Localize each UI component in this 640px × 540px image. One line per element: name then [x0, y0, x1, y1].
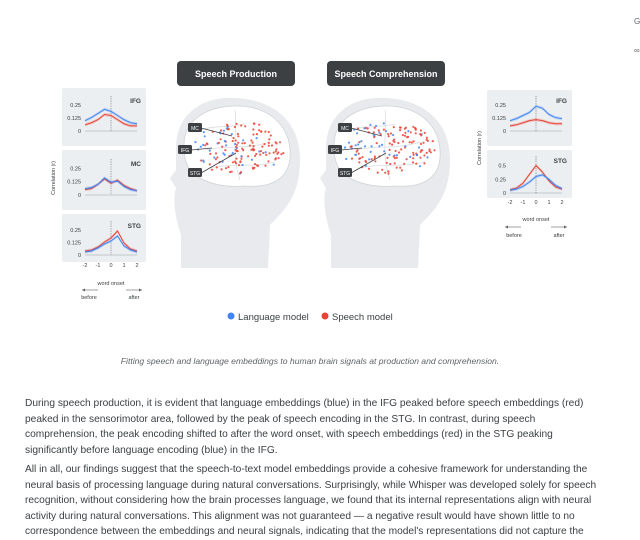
electrode-dot: [392, 134, 394, 136]
electrode-dot: [253, 123, 255, 125]
electrode-dot: [203, 161, 205, 163]
electrode-dot: [234, 126, 236, 128]
left-before-after-arrows: [81, 289, 142, 302]
electrode-dot: [378, 145, 380, 147]
electrode-dot: [400, 127, 402, 129]
electrode-dot: [240, 124, 242, 126]
electrode-dot: [415, 132, 417, 134]
electrode-dot: [215, 152, 217, 154]
left-xtick: 1: [122, 263, 126, 269]
electrode-dot: [383, 122, 385, 124]
right-before-label: before: [506, 233, 522, 239]
electrode-dot: [224, 140, 226, 142]
right-before-after-arrows: [505, 226, 567, 240]
electrode-dot: [241, 164, 243, 166]
mc-tag-comprehension: MC: [341, 126, 349, 132]
electrode-dot: [407, 136, 409, 138]
plot-title: STG: [553, 158, 567, 165]
electrode-dot: [387, 172, 389, 174]
electrode-dot: [215, 158, 217, 160]
electrode-dot: [398, 151, 400, 153]
electrode-dot: [422, 142, 424, 144]
stg-tag-comprehension: STG: [339, 171, 351, 177]
electrode-dot: [400, 148, 402, 150]
electrode-dot: [273, 152, 275, 154]
electrode-dot: [357, 143, 359, 145]
electrode-dot: [426, 137, 428, 139]
sidebar-fragment-link-icon[interactable]: ∞: [634, 46, 640, 55]
electrode-dot: [247, 155, 249, 157]
electrode-dot: [345, 158, 347, 160]
electrode-dot: [258, 124, 260, 126]
electrode-dot: [410, 131, 412, 133]
electrode-dot: [394, 162, 396, 164]
electrode-dot: [224, 149, 226, 151]
electrode-dot: [393, 126, 395, 128]
electrode-dot: [393, 139, 395, 141]
electrode-dot: [389, 142, 391, 144]
electrode-dot: [412, 126, 414, 128]
electrode-dot: [256, 164, 258, 166]
electrode-dot: [356, 151, 358, 153]
y-tick-label: 0.25: [70, 103, 81, 110]
production-stg-plot: [62, 214, 146, 262]
electrode-dot: [396, 157, 398, 159]
electrode-dot: [211, 169, 213, 171]
electrode-dot: [387, 133, 389, 135]
electrode-dot: [419, 165, 421, 167]
electrode-dot: [401, 169, 403, 171]
electrode-dot: [391, 144, 393, 146]
y-tick-label: 0.125: [492, 116, 506, 123]
electrode-dot: [238, 164, 240, 166]
electrode-dot: [377, 172, 379, 174]
electrode-dot: [235, 139, 237, 141]
right-xtick: -2: [507, 200, 513, 206]
plot-title: STG: [127, 223, 141, 230]
electrode-dot: [397, 142, 399, 144]
electrode-dot: [387, 170, 389, 172]
electrode-dot: [399, 129, 401, 131]
y-tick-label: 0.125: [67, 116, 81, 123]
electrode-dot: [237, 135, 239, 137]
electrode-dot: [364, 145, 366, 147]
electrode-dot: [220, 168, 222, 170]
electrode-dot: [373, 131, 375, 133]
electrode-dot: [258, 129, 260, 131]
left-before-label: before: [81, 295, 97, 301]
y-tick-label: 0.5: [498, 163, 506, 170]
electrode-dot: [426, 156, 428, 158]
electrode-dot: [360, 140, 362, 142]
left-xtick: -1: [95, 263, 101, 269]
electrode-dot: [381, 144, 383, 146]
electrode-dot: [244, 142, 246, 144]
electrode-dot: [276, 142, 278, 144]
right-xtick: 1: [547, 200, 551, 206]
electrode-dot: [252, 133, 254, 135]
electrode-dot: [209, 163, 211, 165]
electrode-dot: [271, 144, 273, 146]
ifg-tag-comprehension: IFG: [330, 148, 340, 154]
electrode-dot: [254, 155, 256, 157]
electrode-dot: [256, 137, 258, 139]
electrode-dot: [279, 141, 281, 143]
y-tick-label: 0: [77, 129, 81, 135]
electrode-dot: [268, 145, 270, 147]
electrode-dot: [220, 129, 222, 131]
right-after-label: after: [553, 233, 565, 239]
right-xtick: 2: [560, 200, 564, 206]
electrode-dot: [361, 156, 363, 158]
electrode-dot: [235, 146, 237, 148]
electrode-dot: [420, 151, 422, 153]
electrode-dot: [202, 144, 204, 146]
electrode-dot: [389, 163, 391, 165]
body-paragraph-1: During speech production, it is evident that language embeddings (blue) in the IFG peaked before speech embeddings (red) peaked in the sensorimotor area, followed by the peak of speech encoding in the STG. In contrast, during speech comprehension, the peak encoding shifted to after the word onset, with speech embeddings (red) in the STG peaking significantly before language encoding (blue) in the IFG.: [25, 398, 584, 456]
left-xtick: 2: [135, 263, 139, 269]
electrode-dot: [278, 157, 280, 159]
electrode-dot: [420, 129, 422, 131]
y-tick-label: 0.125: [67, 179, 81, 186]
electrode-dot: [413, 140, 415, 142]
speech-model-legend-dot: [322, 313, 329, 320]
electrode-dot: [232, 152, 234, 154]
electrode-dot: [365, 161, 367, 163]
electrode-dot: [264, 131, 266, 133]
electrode-dot: [235, 158, 237, 160]
electrode-dot: [242, 149, 244, 151]
electrode-dot: [225, 167, 227, 169]
electrode-dot: [262, 152, 264, 154]
electrode-dot: [273, 164, 275, 166]
electrode-dot: [203, 131, 205, 133]
electrode-dot: [433, 149, 435, 151]
electrode-dot: [351, 158, 353, 160]
electrode-dot: [265, 151, 267, 153]
electrode-dot: [241, 142, 243, 144]
electrode-dot: [403, 163, 405, 165]
mc-tag-production: MC: [191, 126, 199, 132]
plot-title: IFG: [130, 98, 141, 105]
y-tick-label: 0: [502, 191, 506, 197]
sidebar-fragment-letter[interactable]: G: [634, 17, 640, 26]
stg-tag-production: STG: [189, 171, 201, 177]
electrode-dot: [370, 151, 372, 153]
electrode-dot: [256, 133, 258, 135]
electrode-dot: [232, 137, 234, 139]
electrode-dot: [231, 133, 233, 135]
electrode-dot: [427, 140, 429, 142]
electrode-dot: [355, 144, 357, 146]
language-model-legend-label: Language model: [238, 312, 309, 323]
electrode-dot: [389, 149, 391, 151]
electrode-dot: [252, 148, 254, 150]
electrode-dot: [274, 158, 276, 160]
y-tick-label: 0: [502, 129, 506, 135]
electrode-dot: [264, 165, 266, 167]
legend: [228, 312, 393, 323]
electrode-dot: [254, 163, 256, 165]
electrode-dot: [200, 159, 202, 161]
electrode-dot: [413, 154, 415, 156]
electrode-dot: [206, 142, 208, 144]
electrode-dot: [388, 135, 390, 137]
speech-production-title: Speech Production: [194, 69, 278, 79]
electrode-dot: [252, 145, 254, 147]
electrode-dot: [412, 152, 414, 154]
electrode-dot: [356, 132, 358, 134]
electrode-dot: [255, 153, 257, 155]
electrode-dot: [251, 159, 253, 161]
electrode-dot: [380, 133, 382, 135]
electrode-dot: [252, 128, 254, 130]
left-xtick: -2: [82, 263, 88, 269]
y-tick-label: 0: [77, 253, 81, 259]
electrode-dot: [229, 171, 231, 173]
electrode-dot: [209, 150, 211, 152]
electrode-dot: [388, 154, 390, 156]
electrode-dot: [390, 132, 392, 134]
speech-production-pill: [177, 61, 295, 86]
electrode-dot: [409, 141, 411, 143]
electrode-dot: [239, 160, 241, 162]
electrode-dot: [260, 130, 262, 132]
comprehension-stg-plot: [487, 150, 572, 198]
electrode-dot: [282, 152, 284, 154]
left-x-axis-label: word onset: [97, 281, 125, 287]
electrode-dot: [358, 141, 360, 143]
electrode-dot: [423, 162, 425, 164]
y-tick-label: 0.25: [70, 166, 81, 173]
production-ifg-plot: [62, 88, 146, 146]
electrode-dot: [420, 134, 422, 136]
left-xtick: 0: [109, 263, 113, 269]
electrode-dot: [406, 158, 408, 160]
electrode-dot: [252, 142, 254, 144]
right-y-axis-label: Correlation (r): [477, 131, 483, 165]
body-paragraph-2: All in all, our findings suggest that the speech-to-text model embeddings provide a cohesive framework for understanding the neural basis of processing language during natural conversations. Surprisingly, while Whisper was developed solely for speech recognition, without considering how the brain processes language, we found that its internal representations align with neural activity during natural conversations. This alignment was not guaranteed — a negative result would have shown little to no correspondence between the embeddings and neural signals, indicating that the model's representations did not capture the: [25, 464, 597, 537]
electrode-dot: [209, 153, 211, 155]
electrode-dot: [236, 123, 238, 125]
electrode-dot: [359, 157, 361, 159]
electrode-dot: [275, 150, 277, 152]
electrode-dot: [265, 154, 267, 156]
electrode-dot: [261, 146, 263, 148]
electrode-dot: [268, 152, 270, 154]
electrode-dot: [423, 154, 425, 156]
electrode-dot: [405, 127, 407, 129]
speech-comprehension-pill: [327, 61, 445, 86]
electrode-dot: [385, 130, 387, 132]
right-xtick: 0: [534, 200, 538, 206]
plot-title: MC: [130, 161, 141, 168]
electrode-dot: [378, 129, 380, 131]
electrode-dot: [373, 136, 375, 138]
left-x-tick-labels: [83, 263, 139, 269]
electrode-dot: [393, 155, 395, 157]
electrode-dot: [402, 140, 404, 142]
electrode-dot: [358, 161, 360, 163]
electrode-dot: [200, 146, 202, 148]
electrode-dot: [368, 168, 370, 170]
electrode-dot: [220, 138, 222, 140]
electrode-dot: [244, 125, 246, 127]
electrode-dot: [421, 149, 423, 151]
electrode-dot: [404, 135, 406, 137]
electrode-dot: [384, 172, 386, 174]
electrode-dot: [253, 167, 255, 169]
electrode-dot: [234, 161, 236, 163]
electrode-dot: [344, 146, 346, 148]
electrode-dot: [270, 134, 272, 136]
electrode-dot: [223, 130, 225, 132]
electrode-dot: [383, 150, 385, 152]
electrode-dot: [407, 130, 409, 132]
electrode-dot: [268, 142, 270, 144]
y-tick-label: 0: [77, 193, 81, 199]
electrode-dot: [412, 157, 414, 159]
electrode-dot: [268, 131, 270, 133]
electrode-dot: [415, 129, 417, 131]
electrode-dot: [386, 157, 388, 159]
electrode-dot: [395, 150, 397, 152]
electrode-dot: [381, 169, 383, 171]
electrode-dot: [371, 158, 373, 160]
electrode-dot: [369, 124, 371, 126]
electrode-dot: [216, 156, 218, 158]
electrode-dot: [213, 156, 215, 158]
electrode-dot: [376, 142, 378, 144]
electrode-dot: [194, 141, 196, 143]
left-y-axis-label: Correlation (r): [51, 161, 57, 195]
electrode-dot: [386, 162, 388, 164]
electrode-dot: [432, 140, 434, 142]
y-tick-label: 0.25: [495, 177, 506, 184]
electrode-dot: [227, 166, 229, 168]
electrode-dot: [368, 158, 370, 160]
electrode-dot: [409, 156, 411, 158]
electrode-dot: [428, 150, 430, 152]
electrode-dot: [348, 142, 350, 144]
electrode-dot: [424, 132, 426, 134]
figure-caption: Fitting speech and language embeddings to human brain signals at production and comprehension.: [120, 356, 500, 366]
electrode-dot: [227, 128, 229, 130]
y-tick-label: 0.25: [70, 228, 81, 234]
electrode-dot: [374, 160, 376, 162]
plot-title: IFG: [556, 98, 567, 105]
electrode-dot: [383, 129, 385, 131]
production-mc-plot: [62, 150, 146, 210]
electrode-dot: [240, 158, 242, 160]
electrode-dot: [225, 144, 227, 146]
electrode-dot: [216, 166, 218, 168]
electrode-dot: [280, 153, 282, 155]
electrode-dot: [396, 167, 398, 169]
electrode-dot: [275, 148, 277, 150]
electrode-dot: [420, 143, 422, 145]
electrode-dot: [204, 144, 206, 146]
electrode-dot: [412, 161, 414, 163]
electrode-dot: [354, 154, 356, 156]
electrode-dot: [222, 152, 224, 154]
electrode-dot: [237, 133, 239, 135]
electrode-dot: [268, 138, 270, 140]
electrode-dot: [402, 134, 404, 136]
electrode-dot: [240, 171, 242, 173]
electrode-dot: [250, 139, 252, 141]
electrode-dot: [249, 145, 251, 147]
electrode-dot: [399, 167, 401, 169]
right-x-axis-label: word onset: [522, 217, 550, 223]
right-xtick: -1: [520, 200, 526, 206]
electrode-dot: [232, 140, 234, 142]
electrode-dot: [419, 157, 421, 159]
electrode-dot: [221, 146, 223, 148]
electrode-dot: [242, 139, 244, 141]
speech-comprehension-title: Speech Comprehension: [334, 69, 438, 79]
electrode-dot: [240, 155, 242, 157]
electrode-dot: [396, 154, 398, 156]
electrode-dot: [218, 142, 220, 144]
electrode-dot: [227, 125, 229, 127]
right-x-tick-labels: [508, 200, 564, 206]
left-after-label: after: [128, 295, 140, 301]
electrode-dot: [358, 153, 360, 155]
electrode-dot: [259, 154, 261, 156]
electrode-dot: [404, 132, 406, 134]
electrode-dot: [418, 146, 420, 148]
comprehension-ifg-plot: [487, 90, 572, 146]
electrode-dot: [374, 127, 376, 129]
electrode-dot: [234, 143, 236, 145]
electrode-dot: [426, 152, 428, 154]
electrode-dot: [232, 161, 234, 163]
electrode-dot: [237, 142, 239, 144]
electrode-dot: [235, 149, 237, 151]
y-tick-label: 0.125: [67, 240, 81, 247]
electrode-dot: [204, 135, 206, 137]
electrode-dot: [263, 143, 265, 145]
speech-model-legend-label: Speech model: [332, 312, 393, 323]
electrode-dot: [276, 153, 278, 155]
electrode-dot: [404, 145, 406, 147]
electrode-dot: [375, 125, 377, 127]
y-tick-label: 0.25: [495, 103, 506, 110]
electrode-dot: [371, 145, 373, 147]
electrode-dot: [363, 127, 365, 129]
electrode-dot: [416, 154, 418, 156]
electrode-dot: [415, 163, 417, 165]
electrode-dot: [258, 150, 260, 152]
electrode-dot: [267, 160, 269, 162]
language-model-legend-dot: [228, 313, 235, 320]
ifg-tag-production: IFG: [180, 148, 190, 154]
